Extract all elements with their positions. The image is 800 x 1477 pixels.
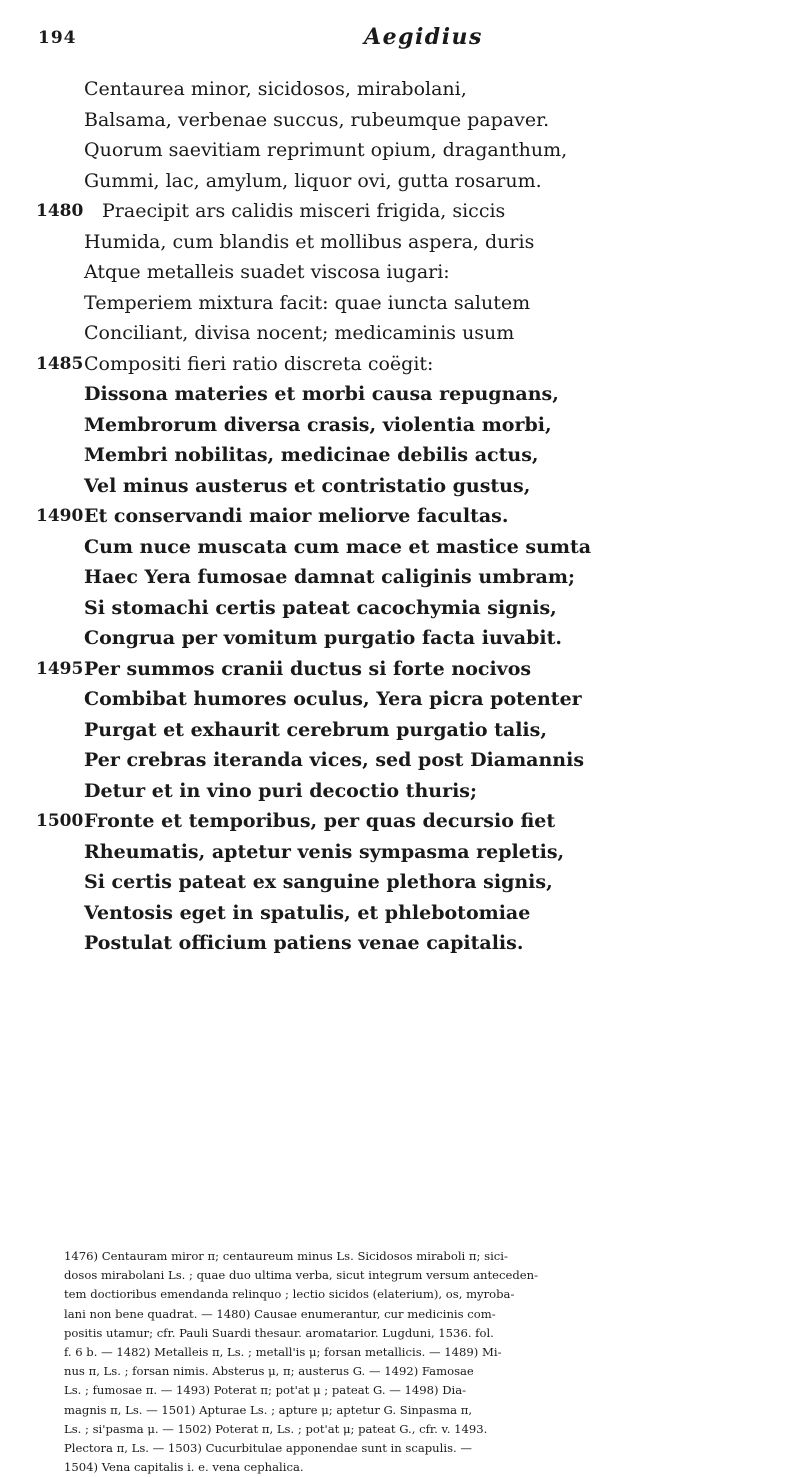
- footnote-line: lani non bene quadrat. — 1480) Causae enumerantur, cur medicinis com-: [64, 1306, 496, 1321]
- verse-line: [36, 440, 776, 471]
- verse-text: Humida, cum blandis et mollibus aspera, duris: [84, 230, 535, 253]
- page-number: 194: [38, 28, 77, 48]
- verse-text: Vel minus austerus et contristatio gustus,: [84, 474, 531, 497]
- verse-line: [36, 532, 776, 563]
- verse-line: [36, 684, 776, 715]
- verse-text: Atque metalleis suadet viscosa iugari:: [84, 261, 450, 283]
- footnote-line: magnis π, Ls. — 1501) Apturae Ls. ; apture μ; aptetur G. Sinpasma π,: [64, 1402, 473, 1417]
- verse-text: Per crebras iteranda vices, sed post Diamannis: [84, 749, 585, 771]
- verse-line: [36, 928, 776, 959]
- verse-text: Membrorum diversa crasis, violentia morbi,: [84, 413, 552, 436]
- verse-line: [36, 349, 776, 380]
- verse-line: [36, 898, 776, 929]
- verse-text: Dissona materies et morbi causa repugnans,: [84, 383, 559, 405]
- verse-text: Rheumatis, aptetur venis sympasma repletis,: [84, 840, 565, 863]
- verse-text: Et conservandi maior meliorve facultas.: [84, 505, 509, 527]
- verse-line: [36, 135, 776, 166]
- verse-text: Si stomachi certis pateat cacochymia signis,: [84, 596, 557, 619]
- verse-line: [36, 196, 776, 227]
- footnote-line: nus π, Ls. ; forsan nimis. Absterus μ, π; austerus G. — 1492) Famosae: [64, 1364, 474, 1379]
- footnote-line: 1504) Vena capitalis i. e. vena cephalica.: [64, 1460, 304, 1475]
- footnotes: [64, 1247, 744, 1477]
- verse-text: Postulat officium patiens venae capitalis.: [84, 932, 524, 954]
- verse-text: Congrua per vomitum purgatio facta iuvabit.: [84, 627, 563, 649]
- verse-text: Compositi fieri ratio discreta coëgit:: [84, 352, 434, 375]
- verse-line: [36, 288, 776, 319]
- verse-text: Balsama, verbenae succus, rubeumque papaver.: [84, 108, 550, 131]
- footnote-line: Ls. ; si'pasma μ. — 1502) Poterat π, Ls. ; pot'at μ; pateat G., cfr. v. 1493.: [64, 1421, 488, 1436]
- footnote-line: Ls. ; fumosae π. — 1493) Poterat π; pot'at μ ; pateat G. — 1498) Dia-: [64, 1383, 467, 1398]
- verse-line: [36, 379, 776, 410]
- running-head: [38, 24, 783, 62]
- verse-text: Cum nuce muscata cum mace et mastice sumta: [84, 535, 592, 558]
- footnote-line: 1476) Centauram miror π; centaureum minus Ls. Sicidosos miraboli π; sici-: [64, 1249, 508, 1263]
- verse-line: [36, 867, 776, 898]
- verse-text: Gummi, lac, amylum, liquor ovi, gutta rosarum.: [84, 169, 542, 192]
- verse-line: [36, 166, 776, 197]
- footnote-line: f. 6 b. — 1482) Metalleis π, Ls. ; metall'is μ; forsan metallicis. — 1489) Mi-: [64, 1344, 502, 1359]
- verse-line: [36, 837, 776, 868]
- verse-text: Praecipit ars calidis misceri frigida, siccis: [102, 200, 506, 222]
- verse-line: [36, 623, 776, 654]
- verse-line: [36, 654, 776, 685]
- verse-line: [36, 318, 776, 349]
- verse-line: [36, 74, 776, 105]
- verse-line: [36, 776, 776, 807]
- verse-text: Centaurea minor, sicidosos, mirabolani,: [84, 78, 467, 100]
- verse-text: Quorum saevitiam reprimunt opium, draganthum,: [84, 139, 568, 161]
- running-title: Aegidius: [364, 24, 483, 50]
- verse-text: Conciliant, divisa nocent; medicaminis usum: [84, 322, 515, 344]
- verse-line: [36, 562, 776, 593]
- verse-line: [36, 806, 776, 837]
- verse-number: 1480: [36, 201, 84, 221]
- verse-line: [36, 257, 776, 288]
- footnote-line: dosos mirabolani Ls. ; quae duo ultima verba, sicut integrum versum anteceden-: [64, 1268, 539, 1283]
- verse-text: Fronte et temporibus, per quas decursio fiet: [84, 810, 556, 832]
- footnote-line: Plectora π, Ls. — 1503) Cucurbitulae apponendae sunt in scapulis. —: [64, 1440, 472, 1455]
- verse-text: Ventosis eget in spatulis, et phlebotomiae: [84, 901, 531, 924]
- verse-text: Haec Yera fumosae damnat caliginis umbram;: [84, 566, 575, 588]
- verse-number: 1500: [36, 811, 84, 831]
- footnote-line: positis utamur; cfr. Pauli Suardi thesaur. aromatarior. Lugduni, 1536. fol.: [64, 1325, 494, 1340]
- verse-number: 1485: [36, 353, 84, 374]
- verse-line: [36, 471, 776, 502]
- verse-text: Si certis pateat ex sanguine plethora signis,: [84, 871, 553, 893]
- verse-line: [36, 501, 776, 532]
- verse-text: Combibat humores oculus, Yera picra potenter: [84, 688, 582, 710]
- verse-text: Per summos cranii ductus si forte nocivos: [84, 657, 532, 680]
- verse-line: [36, 227, 776, 258]
- verse-text: Detur et in vino puri decoctio thuris;: [84, 779, 478, 802]
- verse-line: [36, 593, 776, 624]
- verse-number: 1490: [36, 506, 84, 526]
- verse-line: [36, 715, 776, 746]
- verse-number: 1495: [36, 658, 84, 679]
- footnote-line: tem doctioribus emendanda relinquo ; lectio sicidos (elaterium), os, myroba-: [64, 1287, 515, 1302]
- verse-line: [36, 105, 776, 136]
- verse-text: Temperiem mixtura facit: quae iuncta salutem: [84, 291, 531, 314]
- poem-text: [36, 74, 776, 959]
- verse-line: [36, 410, 776, 441]
- verse-text: Membri nobilitas, medicinae debilis actus,: [84, 444, 539, 466]
- verse-line: [36, 745, 776, 776]
- verse-text: Purgat et exhaurit cerebrum purgatio talis,: [84, 718, 547, 741]
